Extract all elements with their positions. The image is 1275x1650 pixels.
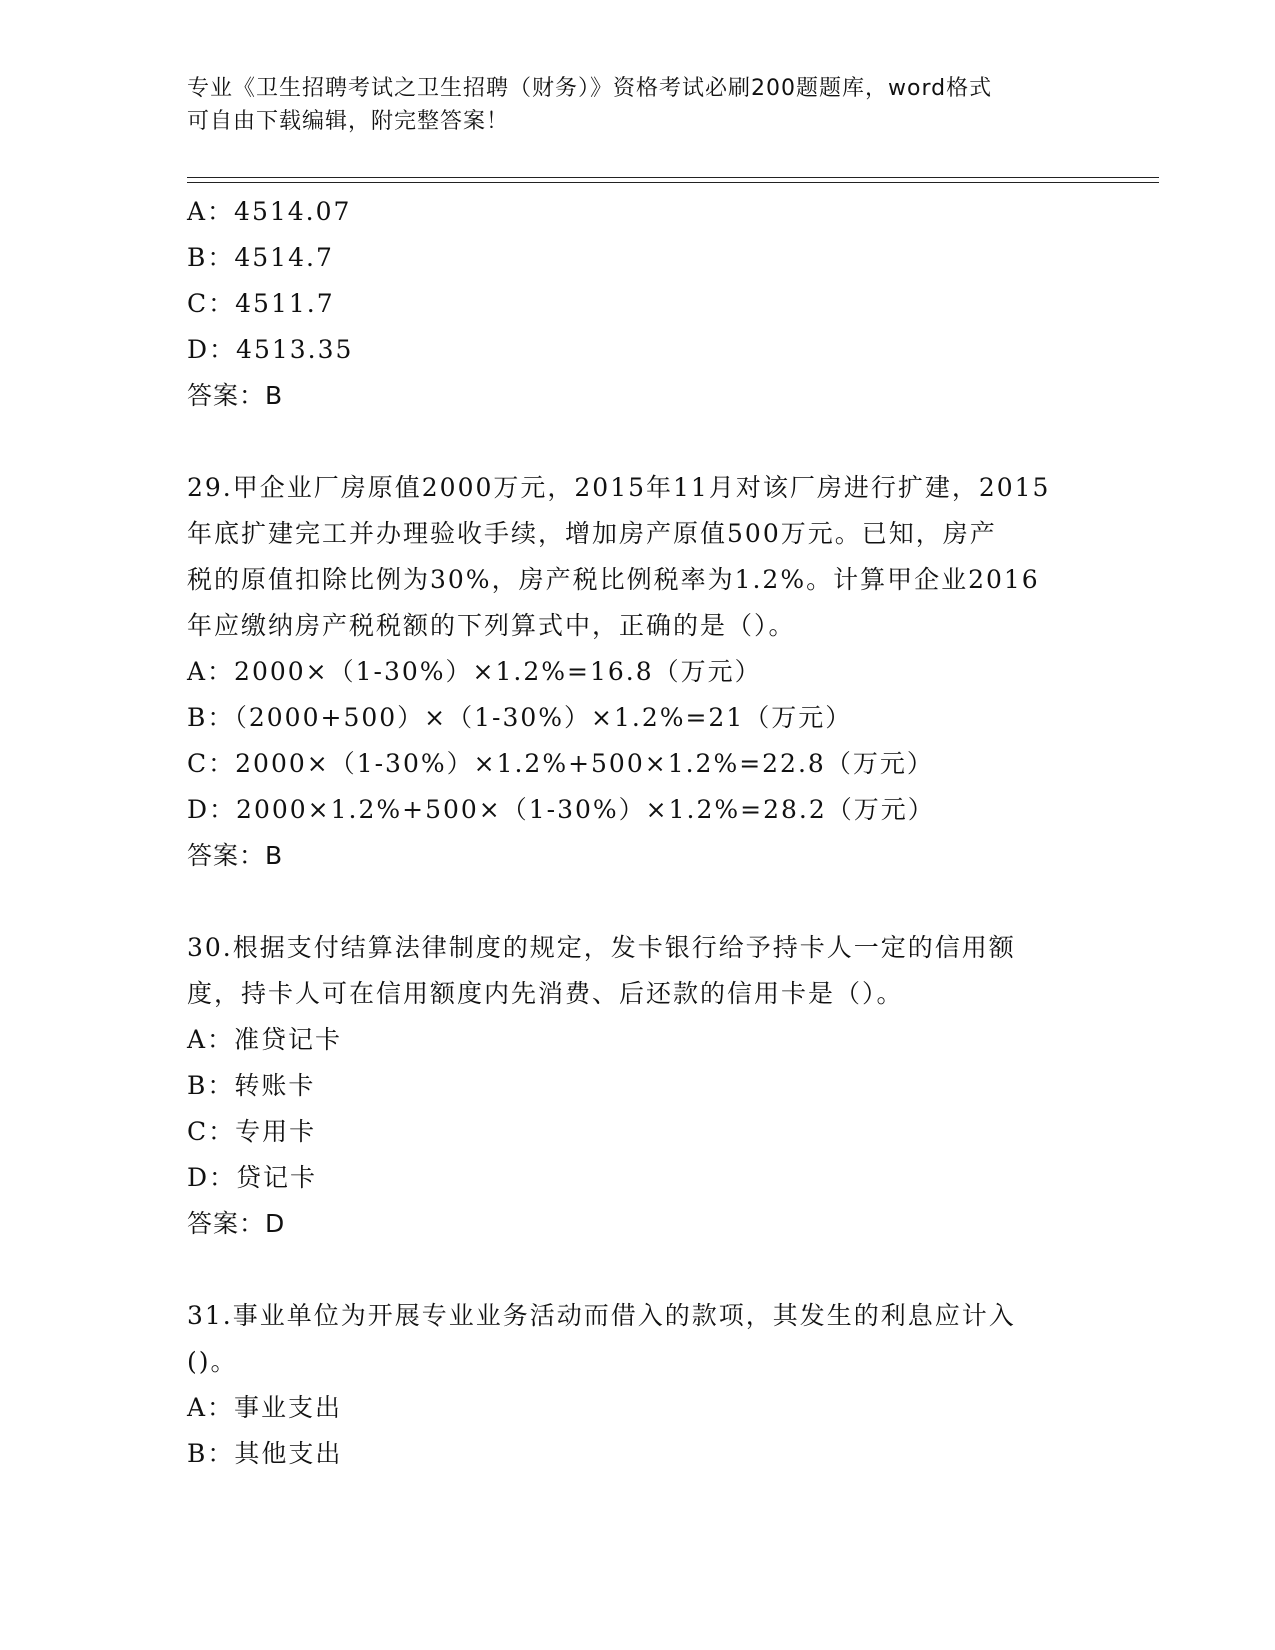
answer-line: 答案：B: [187, 381, 284, 410]
option-d: D：2000×1.2%+500×（1-30%）×1.2%=28.2（万元）: [187, 795, 935, 824]
option-c: C：4511.7: [187, 289, 335, 318]
question-29-block: [187, 465, 1087, 879]
question-30-block: [187, 925, 1087, 1247]
question-stem-line: 30.根据支付结算法律制度的规定，发卡银行给予持卡人一定的信用额: [187, 933, 1016, 962]
question-stem-line: 度，持卡人可在信用额度内先消费、后还款的信用卡是（）。: [187, 979, 904, 1008]
question-stem-line: 29.甲企业厂房原值2000万元，2015年11月对该厂房进行扩建，2015: [187, 473, 1051, 502]
option-b: B：（2000+500）×（1-30%）×1.2%=21（万元）: [187, 703, 853, 732]
option-b: B：其他支出: [187, 1439, 343, 1468]
header-line-2: 可自由下载编辑，附完整答案！: [187, 109, 510, 134]
question-stem-line: 税的原值扣除比例为30%，房产税比例税率为1.2%。计算甲企业2016: [187, 565, 1040, 594]
option-a: A：事业支出: [187, 1393, 343, 1422]
option-c: C：2000×（1-30%）×1.2%+500×1.2%=22.8（万元）: [187, 749, 934, 778]
question-stem-line: 31.事业单位为开展专业业务活动而借入的款项，其发生的利息应计入: [187, 1301, 1016, 1330]
question-31-block: [187, 1293, 1087, 1477]
option-b: B：转账卡: [187, 1071, 316, 1100]
document-body: [187, 189, 1087, 1477]
document-header: [187, 72, 1087, 138]
answer-line: 答案：B: [187, 841, 284, 870]
option-a: A：4514.07: [187, 197, 352, 226]
option-d: D：4513.35: [187, 335, 354, 364]
answer-line: 答案：D: [187, 1209, 286, 1238]
option-b: B：4514.7: [187, 243, 334, 272]
question-stem-line: 年底扩建完工并办理验收手续，增加房产原值500万元。已知，房产: [187, 519, 997, 548]
option-c: C：专用卡: [187, 1117, 317, 1146]
header-double-rule: [187, 177, 1159, 183]
option-d: D：贷记卡: [187, 1163, 318, 1192]
question-28-block: [187, 189, 1087, 419]
option-a: A：2000×（1-30%）×1.2%=16.8（万元）: [187, 657, 762, 686]
question-stem-line: 年应缴纳房产税税额的下列算式中，正确的是（）。: [187, 611, 796, 640]
option-a: A：准贷记卡: [187, 1025, 343, 1054]
question-stem-line: ()。: [187, 1347, 238, 1376]
header-line-1: 专业《卫生招聘考试之卫生招聘（财务）》资格考试必刷200题题库，word格式: [187, 76, 993, 101]
